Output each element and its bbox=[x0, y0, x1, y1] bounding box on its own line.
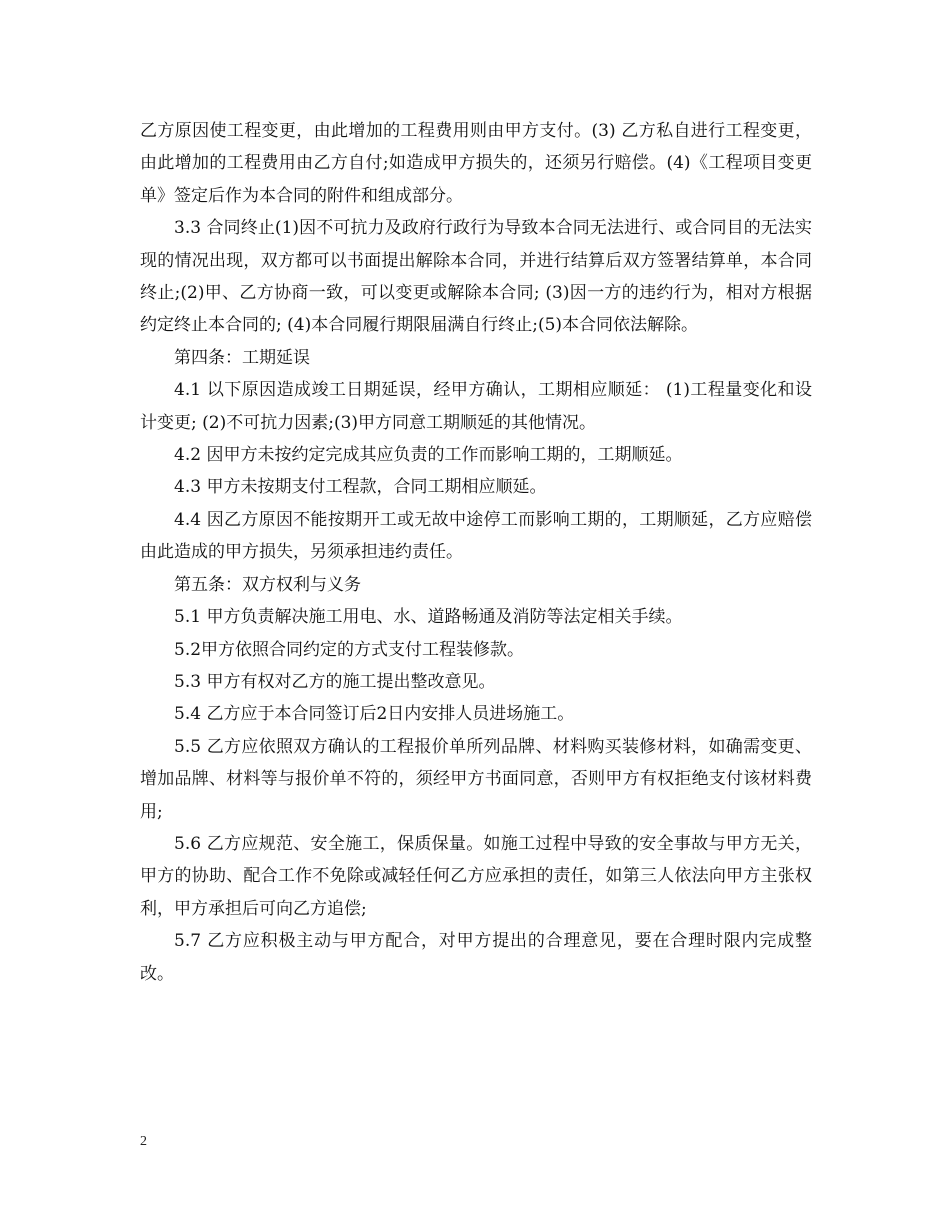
paragraph-5-7: 5.7 乙方应积极主动与甲方配合，对甲方提出的合理意见，要在合理时限内完成整改。 bbox=[140, 931, 812, 984]
paragraph-4-2: 4.2 因甲方未按约定完成其应负责的工作而影响工期的，工期顺延。 bbox=[174, 445, 683, 466]
paragraph-5-6: 5.6 乙方应规范、安全施工，保质保量。如施工过程中导致的安全事故与甲方无关，甲方的协助、配合工作不免除或减轻任何乙方应承担的责任，如第三人依法向甲方主张权利，甲方承担后可向乙方追偿; bbox=[140, 833, 812, 919]
paragraph-5-4: 5.4 乙方应于本合同签订后2日内安排人员进场施工。 bbox=[174, 704, 575, 725]
paragraph-4-1: 4.1 以下原因造成竣工日期延误，经甲方确认，工期相应顺延： (1)工程量变化和设计变更; (2)不可抗力因素;(3)甲方同意工期顺延的其他情况。 bbox=[140, 380, 812, 433]
paragraph-continuation: 乙方原因使工程变更，由此增加的工程费用则由甲方支付。(3) 乙方私自进行工程变更，由此增加的工程费用由乙方自付;如造成甲方损失的，还须另行赔偿。(4)《工程项目变更单》签定后作为本合同的附件和组成部分。 bbox=[140, 121, 812, 206]
paragraph-5-2: 5.2甲方依照合同约定的方式支付工程装修款。 bbox=[174, 639, 525, 660]
page-number: 2 bbox=[140, 1134, 147, 1149]
article-4-heading: 第四条：工期延误 bbox=[174, 347, 310, 368]
article-5-heading: 第五条：双方权利与义务 bbox=[174, 574, 361, 595]
paragraph-5-3: 5.3 甲方有权对乙方的施工提出整改意见。 bbox=[174, 671, 496, 692]
document-body bbox=[140, 115, 812, 990]
paragraph-5-1: 5.1 甲方负责解决施工用电、水、道路畅通及消防等法定相关手续。 bbox=[174, 607, 683, 628]
paragraph-4-4: 4.4 因乙方原因不能按期开工或无故中途停工而影响工期的，工期顺延，乙方应赔偿由此造成的甲方损失，另须承担违约责任。 bbox=[140, 509, 812, 563]
paragraph-5-5: 5.5 乙方应依照双方确认的工程报价单所列品牌、材料购买装修材料，如确需变更、增加品牌、材料等与报价单不符的，须经甲方书面同意，否则甲方有权拒绝支付该材料费用; bbox=[140, 736, 812, 822]
paragraph-3-3-contract-termination: 3.3 合同终止(1)因不可抗力及政府行政行为导致本合同无法进行、或合同目的无法实现的情况出现，双方都可以书面提出解除本合同，并进行结算后双方签署结算单，本合同终止;(2)甲、乙方协商一致，可以变更或解除本合同; (3)因一方的违约行为，相对方根据约定终止本合同的; (4)本合同履行期限届满自行终止;(5)本合同依法解除。 bbox=[140, 218, 812, 336]
paragraph-4-3: 4.3 甲方未按期支付工程款，合同工期相应顺延。 bbox=[174, 477, 547, 498]
